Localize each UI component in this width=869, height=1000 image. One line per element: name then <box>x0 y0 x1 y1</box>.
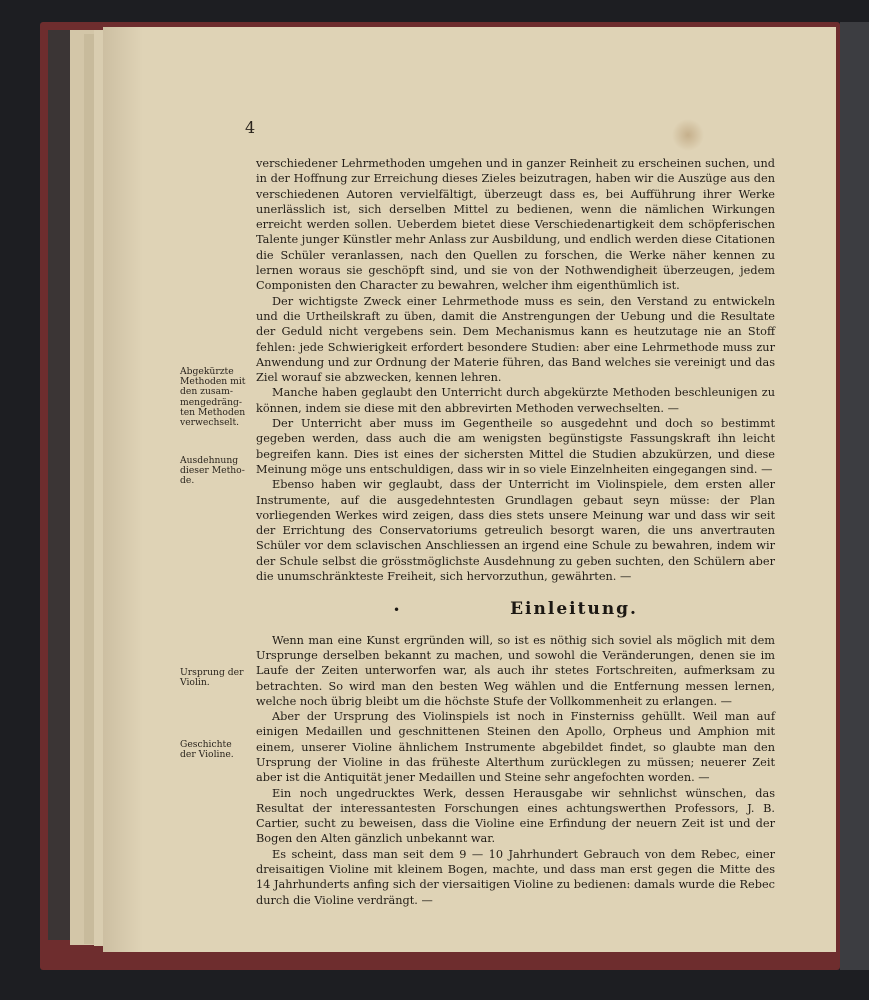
paragraph: Der wichtigste Zweck einer Lehrmethode muss es sein, den Verstand zu entwickeln und die Urtheilskraft zu üben, damit die Anstrengungen der Uebung und die Resultate der Geduld nicht vergebens sein. Dem Mechanismus kann es heutzutage nie an Stoff fehlen: jede Schwierigkeit erfordert besondere Studien: aber eine Lehrmethode muss zur Anwendung und zur Ordnung der Materie führen, das Band welches sie vereinigt und das Ziel worauf sie abzwecken, kennen lehren. <box>256 294 775 385</box>
paragraph: verschiedener Lehrmethoden umgehen und in ganzer Reinheit zu erscheinen suchen, und in der Hoffnung zur Erreichung dieses Zieles beizutragen, haben wir die Auszüge aus den verschiedenen Autoren vervielfältigt, überzeugt dass es, bei Aufführung ihrer Werke unerlässlich ist, sich derselben Mittel zu bedienen, wenn die nämlichen Wirkungen erreicht werden sollen. Ueberdem bietet diese Verschiedenartigkeit dem schöpferischen Talente junger Künstler mehr Anlass zur Ausbildung, und endlich werden diese Citationen die Schüler veranlassen, nach den Quellen zu forschen, die Werke näher kennen zu lernen woraus sie geschöpft sind, und sie von der Nothwendigheit überzeugen, jedem Componisten den Character zu bewahren, welcher ihm eigenthümlich ist. <box>256 157 775 293</box>
paragraph: Aber der Ursprung des Violinspiels ist noch in Finsterniss gehüllt. Weil man auf einigen Medaillen und geschnittenen Steinen den Apollo, Orpheus und Amphion mit einem, unserer Violine ähnlichem Instrumente abgebildet findet, so glaubte man den Ursprung der Violine in das früheste Alterthum zurücklegen zu müssen; neuerer Zeit aber ist die Antiquität jener Medaillen und Steine sehr angefochten worden. — <box>256 710 775 785</box>
margin-note: Geschichte der Violine. <box>180 739 234 761</box>
section-heading <box>256 599 775 620</box>
margin-note: Ausdehnung dieser Metho- de. <box>180 455 245 487</box>
heading-text: Einleitung. <box>510 599 638 620</box>
margin-note: Abgekürzte Methoden mit den zusam- mengedräng- ten Methoden verwechselt. <box>180 366 246 429</box>
paragraph: Manche haben geglaubt den Unterricht durch abgekürzte Methoden beschleunigen zu können, indem sie diese mit den abbrevirten Methoden verwechselten. — <box>256 386 775 415</box>
book-right-edge <box>840 22 869 970</box>
paragraph: Es scheint, dass man seit dem 9 — 10 Jahrhundert Gebrauch von dem Rebec, einer dreisaitigen Violine mit kleinem Bogen, machte, und dass man erst gegen die Mitte des 14 Jahrhunderts anfing sich der viersaitigen Violine zu bedienen: damals wurde die Rebec durch die Violine verdrängt. — <box>256 847 775 907</box>
paragraph: Ein noch ungedrucktes Werk, dessen Herausgabe wir sehnlichst wünschen, das Resultat der interessantesten Forschungen eines achtungswerthen Professors, J. B. Cartier, sucht zu beweisen, dass die Violine eine Erfindung der neuern Zeit ist und der Bogen den Alten gänzlich unbekannt war. <box>256 786 775 846</box>
paragraph: Der Unterricht aber muss im Gegentheile so ausgedehnt und doch so bestimmt gegeben werden, dass auch die am wenigsten begünstigste Fassungskraft ihn leicht begreifen kann. Dies ist eines der sichersten Mittel die Studien abzukürzen, und diese Meinung möge uns entschuldigen, dass wir in so viele Einzelnheiten eingegangen sind. — <box>256 417 775 476</box>
body-text <box>256 156 775 908</box>
paragraph: Ebenso haben wir geglaubt, dass der Unterricht im Violinspiele, dem ersten aller Instrumente, auf die ausgedehntesten Grundlagen gebaut seyn müsse: der Plan vorliegenden Werkes wird zeigen, dass dies stets unsere Meinung war und dass wir seit der Errichtung des Conservatoriums getreulich besorgt waren, die uns anvertrauten Schüler vor dem sclavischen Anschliessen an irgend eine Schule zu bewahren, indem wir der Schule selbst die grösstmöglichste Ausdehnung zu geben suchten, den Schülern aber die unumschränkteste Freiheit, sich hervorzuthun, gewährten. — <box>256 478 775 584</box>
margin-note: Ursprung der Violin. <box>180 667 244 689</box>
heading-dot: • <box>393 603 401 618</box>
page-number: 4 <box>245 118 256 137</box>
paragraph: Wenn man eine Kunst ergründen will, so ist es nöthig sich soviel als möglich mit dem Ursprunge derselben bekannt zu machen, und sowohl die Veränderungen, denen sie im Laufe der Zeiten unterworfen war, als auch ihr stetes Fortschreiten, aufmerksam zu betrachten. So wird man den besten Weg wählen und die Entfernung messen lernen, welche noch übrig bleibt um die höchste Stufe der Vollkommenheit zu erlangen. — <box>256 633 775 708</box>
